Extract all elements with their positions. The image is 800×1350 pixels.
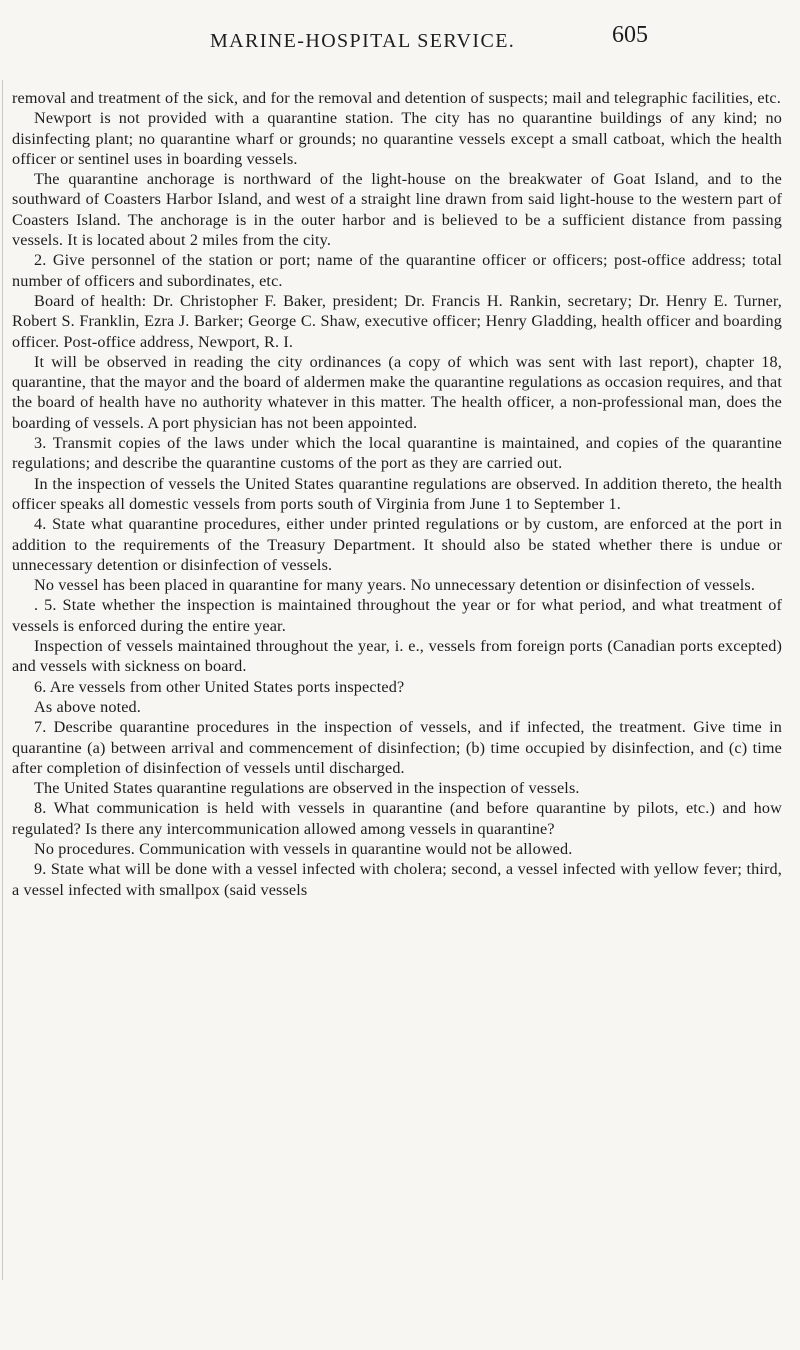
paragraph: The United States quarantine regulations are observed in the inspection of vessels.: [34, 779, 580, 798]
paragraph: 8. What communication is held with vessels in quarantine (and before quarantine by pilots, etc.) and how regulated? Is there any intercommunication allowed among vessels in quarantine?: [12, 799, 782, 838]
paragraph: No procedures. Communication with vessels in quarantine would not be allowed.: [34, 839, 573, 858]
paragraph: It will be observed in reading the city ordinances (a copy of which was sent with last report), chapter 18, quarantine, that the mayor and the board of aldermen make the quarantine regulations as occasion requires, and that the board of health have no authority whatever in this matter. The health officer, a non-professional man, does the boarding of vessels. A port physician has not been appointed.: [12, 352, 782, 432]
running-head: MARINE-HOSPITAL SERVICE.: [210, 30, 516, 52]
paragraph: Newport is not provided with a quarantine station. The city has no quarantine buildings of any kind; no disinfecting plant; no quarantine wharf or grounds; no quarantine vessels except a small catboat, which the health officer or sentinel uses in boarding vessels.: [12, 109, 782, 168]
paragraph: 4. State what quarantine procedures, either under printed regulations or by custom, are enforced at the port in addition to the requirements of the Treasury Department. It should also be stated whether there is undue or unnecessary detention or disinfection of vessels.: [12, 515, 782, 574]
paragraph: 2. Give personnel of the station or port; name of the quarantine officer or officers; post-office address; total number of officers and subordinates, etc.: [12, 251, 782, 290]
paragraph: . 5. State whether the inspection is maintained throughout the year or for what period, and what treatment of vessels is enforced during the entire year.: [12, 596, 782, 635]
paragraph: Inspection of vessels maintained throughout the year, i. e., vessels from foreign ports (Canadian ports excepted) and vessels with sickness on board.: [12, 637, 782, 676]
body-text: [12, 88, 782, 900]
page-number: 605: [612, 22, 648, 48]
paragraph: The quarantine anchorage is northward of the light-house on the breakwater of Goat Island, and to the southward of Coasters Harbor Island, and west of a straight line drawn from said light-house to the western part of Coasters Island. The anchorage is in the outer harbor and is believed to be a sufficient distance from passing vessels. It is located about 2 miles from the city.: [12, 170, 782, 250]
page-header: [0, 22, 800, 58]
paragraph: In the inspection of vessels the United States quarantine regulations are observed. In addition thereto, the health officer speaks all domestic vessels from ports south of Virginia from June 1 to September 1.: [12, 474, 782, 513]
paragraph: removal and treatment of the sick, and for the removal and detention of suspects; mail and telegraphic facilities, etc.: [12, 89, 781, 107]
paragraph: As above noted.: [34, 697, 141, 716]
paragraph: 6. Are vessels from other United States ports inspected?: [34, 677, 405, 696]
paragraph: 3. Transmit copies of the laws under which the local quarantine is maintained, and copies of the quarantine regulations; and describe the quarantine customs of the port as they are carried out.: [12, 434, 782, 473]
paragraph: 9. State what will be done with a vessel infected with cholera; second, a vessel infected with yellow fever; third, a vessel infected with smallpox (said vessels: [12, 860, 782, 899]
paragraph: Board of health: Dr. Christopher F. Baker, president; Dr. Francis H. Rankin, secretary; Dr. Henry E. Turner, Robert S. Franklin, Ezra J. Barker; George C. Shaw, executive officer; Henry Gladding, health officer and boarding officer. Post-office address, Newport, R. I.: [12, 291, 782, 351]
paragraph: No vessel has been placed in quarantine for many years. No unnecessary detention or disinfection of vessels.: [34, 576, 756, 595]
paragraph: 7. Describe quarantine procedures in the inspection of vessels, and if infected, the treatment. Give time in quarantine (a) between arrival and commencement of disinfection; (b) time occupied by disinfection, and (c) time after completion of disinfection of vessels until discharged.: [12, 718, 782, 777]
page-edge-shadow: [2, 80, 3, 1280]
